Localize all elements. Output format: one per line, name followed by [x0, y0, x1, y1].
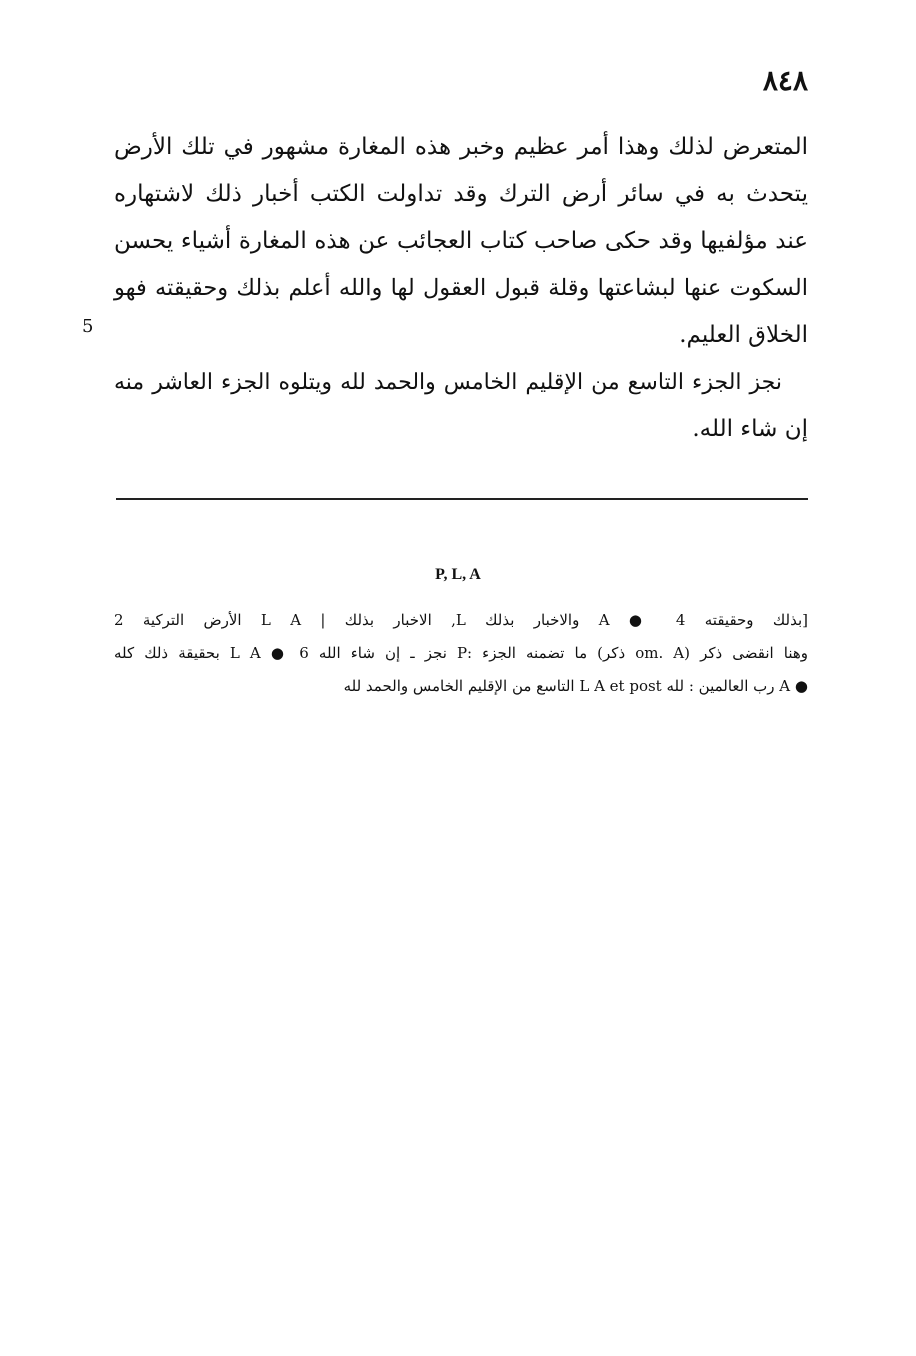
- main-text-line: إن شاء الله.: [692, 416, 808, 442]
- main-text-block: [114, 124, 808, 453]
- main-text-line: يتحدث به في سائر أرض الترك وقد تداولت الكتب أخبار ذلك لاشتهاره: [114, 181, 808, 207]
- main-text-line: المتعرض لذلك وهذا أمر عظيم وخبر هذه المغارة مشهور في تلك الأرض: [114, 134, 808, 160]
- footnote-divider: [116, 498, 808, 500]
- apparatus-line: وهنا انقضى ذكر (om. A ذكر) ما تضمنه الجزء :P نجز ـ إن شاء الله 6 ● L A بحقيقة ذلك كله: [114, 644, 809, 662]
- apparatus-line: ● A رب العالمين : لله L A et post التاسع من الإقليم الخامس والحمد لله: [343, 677, 808, 695]
- manuscript-sigla: P, L, A: [435, 566, 481, 583]
- main-text-line: الخلاق العليم.: [679, 322, 808, 348]
- main-text-line: عند مؤلفيها وقد حكى صاحب كتاب العجائب عن هذه المغارة أشياء يحسن: [114, 228, 808, 254]
- apparatus-line: [بذلك وحقيقته 4 ● A والاخبار بذلك L, الاخبار بذلك | L A الأرض التركية 2: [114, 611, 809, 629]
- main-text-line: نجز الجزء التاسع من الإقليم الخامس والحمد لله ويتلوه الجزء العاشر منه: [114, 370, 782, 395]
- main-text-line: السكوت عنها لبشاعتها وقلة قبول العقول لها والله أعلم بذلك وحقيقته فهو: [114, 275, 808, 301]
- critical-apparatus: [114, 604, 808, 703]
- page-number: ٨٤٨: [762, 64, 808, 97]
- margin-line-number: 5: [82, 316, 94, 337]
